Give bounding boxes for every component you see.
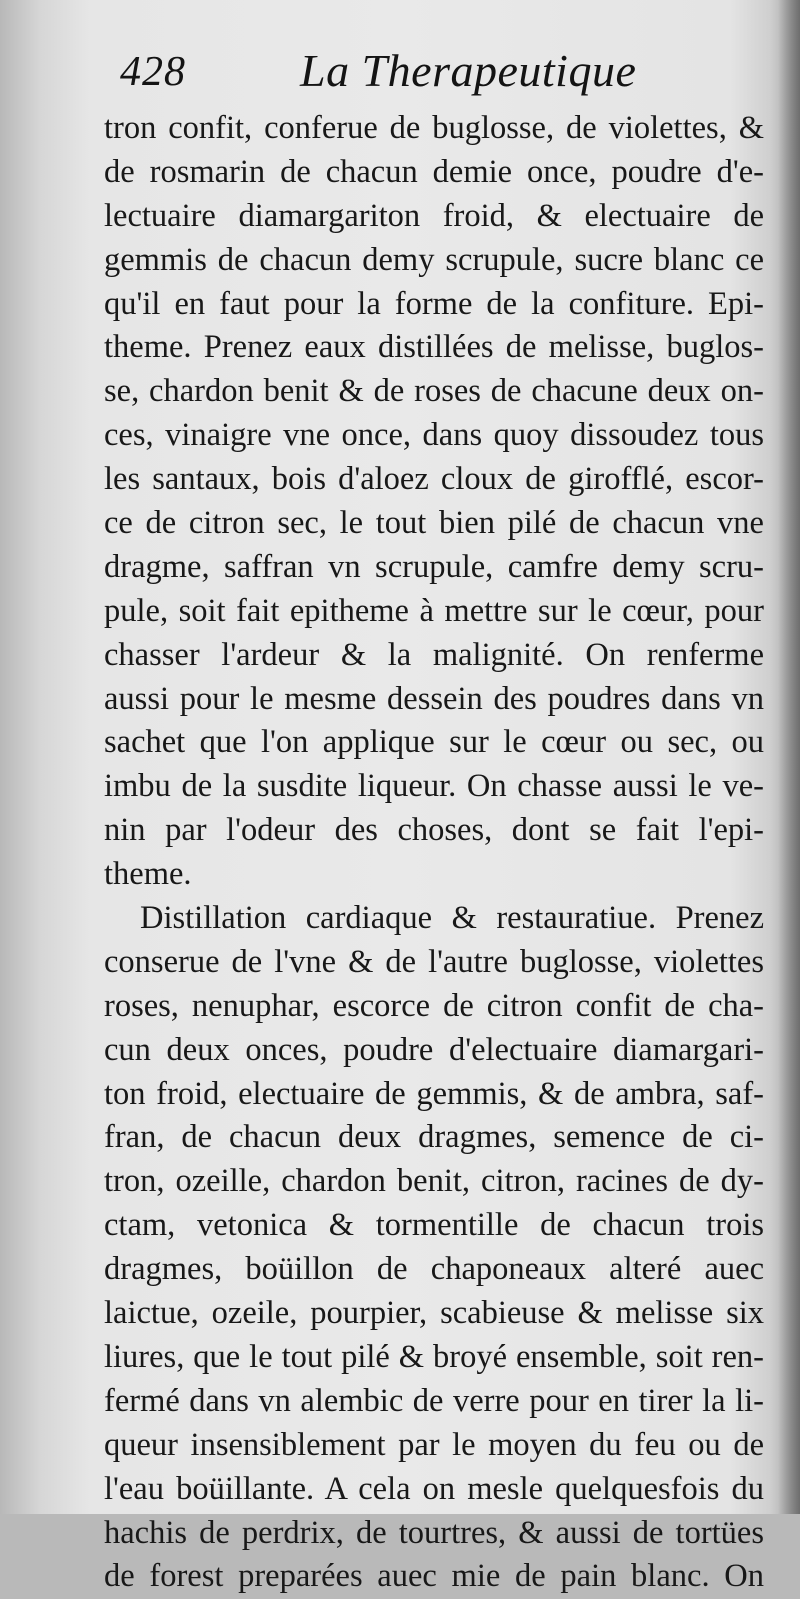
page-header <box>118 40 768 110</box>
text-line: hachis de perdrix, de tourtres, & aussi de tortües <box>104 1514 764 1551</box>
running-title: La Therapeutique <box>300 45 637 96</box>
page-number: 428 <box>120 49 186 95</box>
body-text <box>104 107 764 1599</box>
text-line: nin par l'odeur des choses, dont se fait l'epi- <box>104 812 764 849</box>
paragraph-end-line: theme. <box>104 856 192 893</box>
text-line: fermé dans vn alembic de verre pour en tirer la li- <box>104 1382 764 1419</box>
text-line: se, chardon benit & de roses de chacune deux on- <box>104 373 764 410</box>
text-line: cun deux onces, poudre d'electuaire diamargari- <box>104 1031 764 1068</box>
text-line: lectuaire diamargariton froid, & electuaire de <box>104 197 764 234</box>
text-line: chasser l'ardeur & la malignité. On renferme <box>104 636 764 673</box>
text-line: ces, vinaigre vne once, dans quoy dissoudez tous <box>104 417 764 454</box>
text-line: imbu de la susdite liqueur. On chasse aussi le ve- <box>104 768 764 805</box>
text-line: l'eau boüillante. A cela on mesle quelquesfois du <box>104 1470 764 1507</box>
text-line: laictue, ozeile, pourpier, scabieuse & melisse six <box>104 1295 764 1332</box>
text-line: de rosmarin de chacun demie once, poudre d'e- <box>104 153 764 190</box>
text-line: queur insensiblement par le moyen du feu ou de <box>104 1426 764 1463</box>
text-line: de forest preparées auec mie de pain blanc. On <box>104 1558 764 1595</box>
text-line: sachet que l'on applique sur le cœur ou sec, ou <box>104 724 764 761</box>
text-line: ton froid, electuaire de gemmis, & de ambra, saf- <box>104 1075 764 1112</box>
text-line: ctam, vetonica & tormentille de chacun trois <box>104 1207 764 1244</box>
text-line: gemmis de chacun demy scrupule, sucre blanc ce <box>104 241 764 278</box>
text-line: qu'il en faut pour la forme de la confiture. Epi- <box>104 285 764 322</box>
text-line: tron confit, conferue de buglosse, de violettes, & <box>104 110 764 146</box>
text-line: tron, ozeille, chardon benit, citron, racines de dy- <box>104 1163 764 1200</box>
text-line: conserue de l'vne & de l'autre buglosse, violettes <box>104 943 764 980</box>
page-gutter-shadow <box>778 0 800 1514</box>
paragraph-start-line: Distillation cardiaque & restauratiue. Prenez <box>140 900 764 937</box>
text-line: fran, de chacun deux dragmes, semence de ci- <box>104 1119 764 1156</box>
text-line: roses, nenuphar, escorce de citron confit de cha- <box>104 987 764 1024</box>
text-line: dragme, saffran vn scrupule, camfre demy scru- <box>104 548 764 585</box>
text-line: dragmes, boüillon de chaponeaux alteré auec <box>104 1251 764 1288</box>
text-line: pule, soit fait epitheme à mettre sur le cœur, pour <box>104 592 764 629</box>
text-line: les santaux, bois d'aloez cloux de girofflé, escor- <box>104 461 764 498</box>
text-line: liures, que le tout pilé & broyé ensemble, soit ren- <box>104 1338 764 1375</box>
text-line: theme. Prenez eaux distillées de melisse, buglos- <box>104 329 764 366</box>
text-line: ce de citron sec, le tout bien pilé de chacun vne <box>104 505 764 542</box>
text-line: aussi pour le mesme dessein des poudres dans vn <box>104 680 764 717</box>
